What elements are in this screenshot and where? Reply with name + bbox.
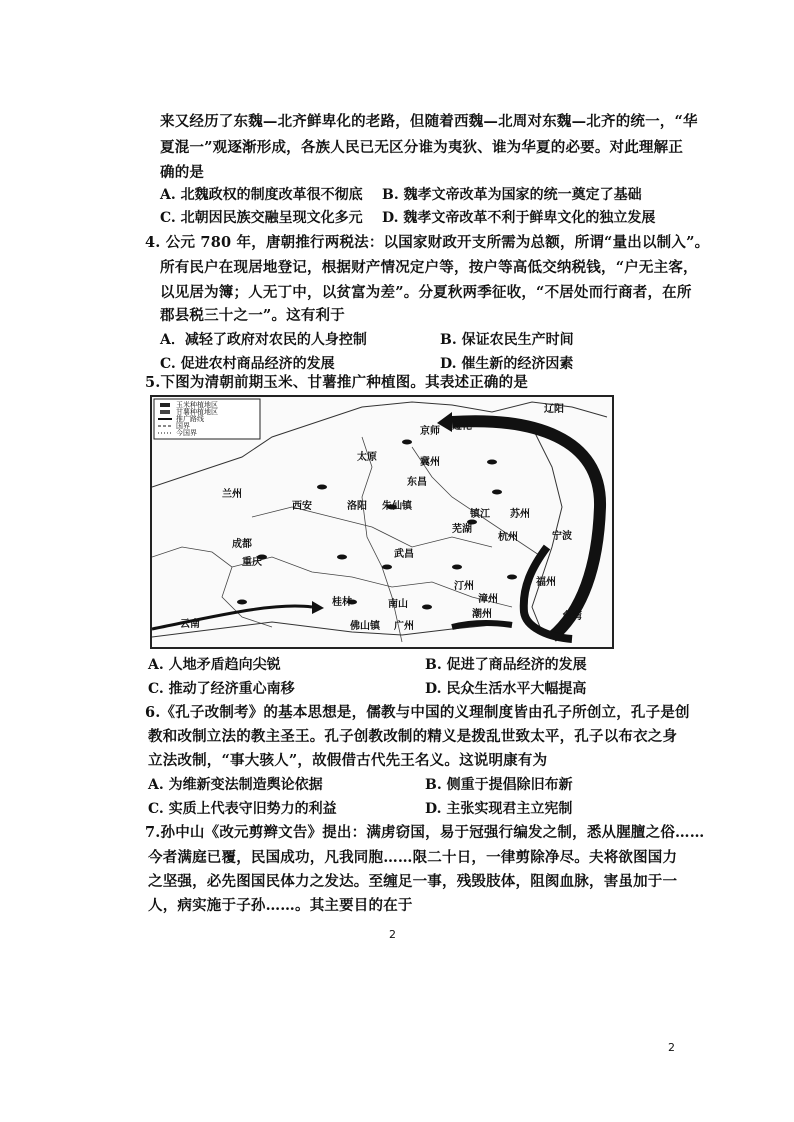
- q4-option-c: C. 促进农村商品经济的发展: [160, 356, 335, 372]
- city-jizhou: 冀州: [420, 457, 440, 468]
- q4-line-2: 所有民户在现居地登记，根据财产情况定户等，按户等高低交纳税钱，“户无主客，: [160, 259, 698, 276]
- q7-line-3: 之坚强，必先图国民体力之发达。至缠足一事，残毁肢体，阻阂血脉，害虽加于一: [148, 873, 678, 890]
- q7-line-4: 人，病实施于子孙……。其主要目的在于: [148, 897, 413, 914]
- city-lanzhou: 兰州: [222, 489, 242, 500]
- crop-mark: [237, 600, 247, 605]
- crop-spread-map: [150, 395, 614, 649]
- city-yunnan: 云南: [180, 619, 200, 630]
- q6-option-b: B. 侧重于提倡除旧布新: [425, 777, 573, 793]
- legend-label-sweetpotato: 甘薯种植地区: [176, 408, 218, 416]
- city-liaoyang: 辽阳: [544, 404, 564, 415]
- city-guilin: 桂林: [332, 597, 352, 608]
- city-zhangzhou: 漳州: [478, 594, 498, 605]
- q7-line-2: 今者满庭已覆，民国成功，凡我同胞……限二十日，一律剪除净尽。夫将欲图国力: [148, 849, 678, 866]
- crop-mark: [507, 575, 517, 580]
- q5-option-c: C. 推动了经济重心南移: [148, 681, 295, 697]
- map-east-coast: [532, 427, 562, 632]
- city-ningbo: 宁波: [552, 531, 572, 542]
- city-chaozhou: 潮州: [472, 609, 492, 620]
- q4-line-3: 以见居为簿；人无丁中，以贫富为差”。分夏秋两季征收，“不居处而行商者，在所: [160, 284, 692, 301]
- city-zhenjiang: 镇江: [470, 509, 490, 520]
- city-zunhua: 遵化: [452, 421, 472, 432]
- q6-line-3: 立法改制，“事大骇人”，故假借古代先王名义。这说明康有为: [148, 752, 548, 769]
- q3-option-a: A. 北魏政权的制度改革很不彻底: [160, 187, 363, 203]
- crop-mark: [487, 460, 497, 465]
- q3-option-d: D. 魏孝文帝改革不利于鲜卑文化的独立发展: [382, 210, 656, 226]
- q3-line-2: 夏混一”观逐渐形成，各族人民已无区分谁为夷狄、谁为华夏的必要。对此理解正: [160, 139, 684, 156]
- legend-label-modern-border: 今国界: [176, 429, 197, 437]
- city-wuhu: 芜湖: [452, 524, 472, 535]
- crop-mark: [422, 605, 432, 610]
- city-dongchang: 东昌: [407, 477, 427, 488]
- q5-option-d: D. 民众生活水平大幅提高: [425, 681, 587, 697]
- q6-line-1: 6.《孔子改制考》的基本思想是，儒教与中国的义理制度皆由孔子所创立，孔子是创: [145, 704, 690, 721]
- city-jingshi: 京师: [420, 426, 440, 437]
- map-province-line-1: [362, 437, 402, 642]
- q6-option-a: A. 为维新变法制造舆论依据: [148, 777, 323, 793]
- city-taiwan: 台湾: [562, 611, 582, 622]
- city-taiyuan: 太原: [357, 452, 377, 463]
- city-xian: 西安: [292, 501, 312, 512]
- q5-stem: 5.下图为清朝前期玉米、甘薯推广种植图。其表述正确的是: [145, 374, 529, 391]
- map-south-coast: [152, 622, 492, 637]
- route-arrowhead-south: [312, 601, 324, 614]
- legend-label-route: 推广路线: [176, 415, 204, 423]
- crop-mark: [382, 565, 392, 570]
- q4-option-b: B. 保证农民生产时间: [440, 332, 574, 348]
- q7-line-1: 7.孙中山《改元剪辫文告》提出：满虏窃国，易于冠强行编发之制，悉从腥膻之俗……: [145, 824, 705, 841]
- legend-sweetpotato-symbol: [160, 410, 170, 414]
- q6-option-c: C. 实质上代表守旧势力的利益: [148, 801, 337, 817]
- q3-option-b: B. 魏孝文帝改革为国家的统一奠定了基础: [382, 187, 642, 203]
- city-suzhou: 苏州: [510, 509, 530, 520]
- city-hangzhou: 杭州: [498, 532, 518, 543]
- crop-mark: [317, 485, 327, 490]
- q4-option-d: D. 催生新的经济因素: [440, 356, 574, 372]
- city-chongqing: 重庆: [242, 557, 262, 568]
- q6-option-d: D. 主张实现君主立宪制: [425, 801, 573, 817]
- page-number-outer: 2: [668, 1041, 675, 1054]
- city-guangzhou: 广州: [394, 621, 414, 632]
- crop-mark: [452, 565, 462, 570]
- q4-line-4: 郡县税三十之一”。这有利于: [160, 307, 345, 324]
- q3-line-3: 确的是: [160, 164, 205, 181]
- page-number-inner: 2: [389, 928, 396, 941]
- crop-mark: [337, 555, 347, 560]
- city-foshanzhen: 佛山镇: [350, 621, 380, 632]
- legend-label-corn: 玉米种植地区: [176, 401, 218, 409]
- q5-option-b: B. 促进了商品经济的发展: [425, 657, 587, 673]
- q3-option-c: C. 北朝因民族交融呈现文化多元: [160, 210, 363, 226]
- q3-line-1: 来又经历了东魏—北齐鲜卑化的老路，但随着西魏—北周对东魏—北齐的统一，“华: [160, 113, 698, 130]
- city-wuchang: 武昌: [394, 549, 414, 560]
- q4-line-1: 4. 公元 780 年，唐朝推行两税法：以国家财政开支所需为总额，所谓“量出以制入”。: [145, 234, 710, 251]
- crop-mark: [402, 440, 412, 445]
- crop-symbols: [237, 440, 517, 610]
- map-svg: [152, 397, 612, 647]
- crop-mark: [492, 490, 502, 495]
- city-zhuxianzhen: 朱仙镇: [382, 501, 412, 512]
- q4-option-a: A．减轻了政府对农民的人身控制: [160, 332, 367, 348]
- city-tingzhou: 汀州: [454, 581, 474, 592]
- legend-label-border: 国界: [176, 422, 190, 430]
- q6-line-2: 教和改制立法的教主圣王。孔子创教改制的精义是拨乱世致太平，孔子以布衣之身: [148, 728, 678, 745]
- legend-corn-symbol: [160, 403, 170, 407]
- route-arrow-south: [152, 606, 312, 629]
- city-nanshan: 南山: [388, 599, 408, 610]
- q5-option-a: A. 人地矛盾趋向尖锐: [148, 657, 281, 673]
- city-luoyang: 洛阳: [347, 501, 367, 512]
- city-chengdu: 成都: [232, 539, 252, 550]
- city-fuzhou: 福州: [536, 577, 556, 588]
